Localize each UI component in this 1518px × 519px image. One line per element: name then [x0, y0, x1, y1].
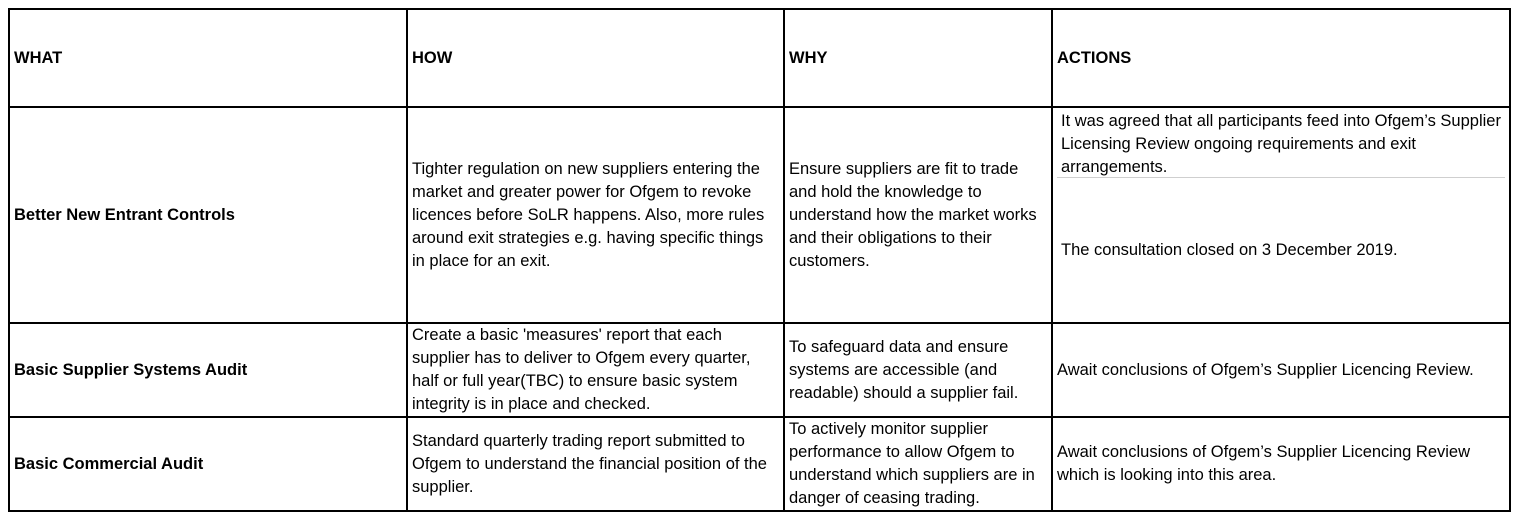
- actions-note-agreement: It was agreed that all participants feed into Ofgem’s Supplier Licensing Review ongoing requirements and exit arrangements.: [1057, 108, 1505, 178]
- what-cell: Basic Commercial Audit: [9, 417, 407, 511]
- what-cell: Basic Supplier Systems Audit: [9, 323, 407, 417]
- table-row: [9, 323, 1510, 417]
- what-cell: Better New Entrant Controls: [9, 107, 407, 323]
- how-cell: Create a basic 'measures' report that each supplier has to deliver to Ofgem every quarter, half or full year(TBC) to ensure basic system integrity is in place and checked.: [407, 323, 784, 417]
- how-cell: Standard quarterly trading report submitted to Ofgem to understand the financial position of the supplier.: [407, 417, 784, 511]
- header-how: HOW: [407, 9, 784, 107]
- actions-note-consultation-text: The consultation closed on 3 December 2019.: [1061, 240, 1398, 259]
- header-what: WHAT: [9, 9, 407, 107]
- why-cell: To actively monitor supplier performance to allow Ofgem to understand which suppliers are in danger of ceasing trading.: [784, 417, 1052, 511]
- table-row: [9, 417, 1510, 511]
- actions-cell: Await conclusions of Ofgem’s Supplier Licencing Review.: [1052, 323, 1510, 417]
- why-cell: To safeguard data and ensure systems are accessible (and readable) should a supplier fail.: [784, 323, 1052, 417]
- actions-table: [8, 8, 1511, 512]
- actions-note-consultation: [1057, 178, 1505, 322]
- actions-cell: [1052, 107, 1510, 323]
- header-why: WHY: [784, 9, 1052, 107]
- table-header-row: [9, 9, 1510, 107]
- actions-cell: Await conclusions of Ofgem’s Supplier Licencing Review which is looking into this area.: [1052, 417, 1510, 511]
- table-row: [9, 107, 1510, 323]
- how-cell: Tighter regulation on new suppliers entering the market and greater power for Ofgem to revoke licences before SoLR happens. Also, more rules around exit strategies e.g. having specific things in place for an exit.: [407, 107, 784, 323]
- why-cell: Ensure suppliers are fit to trade and hold the knowledge to understand how the market works and their obligations to their customers.: [784, 107, 1052, 323]
- header-actions: ACTIONS: [1052, 9, 1510, 107]
